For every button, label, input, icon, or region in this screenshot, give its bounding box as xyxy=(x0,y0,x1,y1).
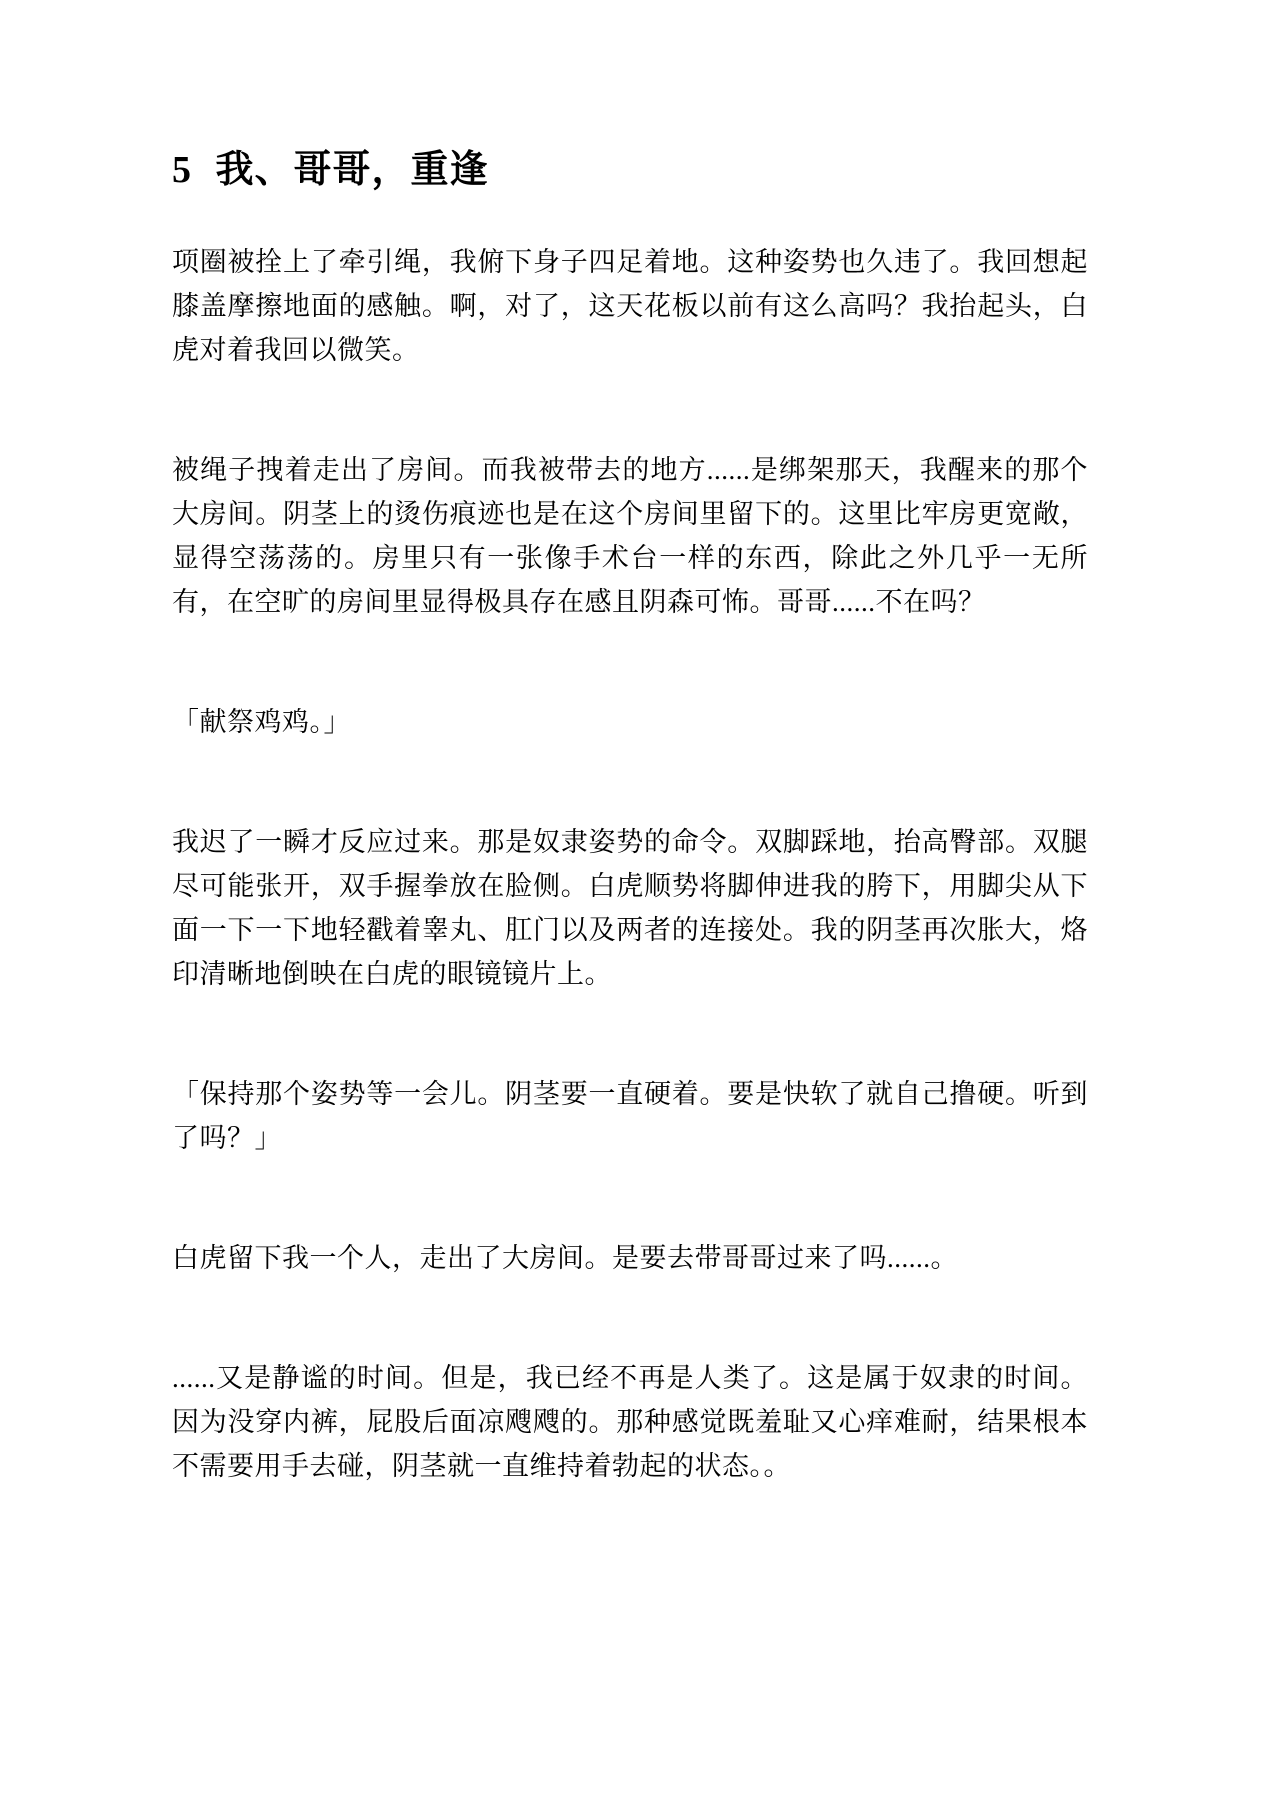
paragraph-3-dialogue: 「献祭鸡鸡。」 xyxy=(172,707,351,737)
paragraph-4: 我迟了一瞬才反应过来。那是奴隶姿势的命令。双脚踩地，抬高臀部。双腿尽可能张开，双手握拳放在脸侧。白虎顺势将脚伸进我的胯下，用脚尖从下面一下一下地轻戳着睾丸、肛门以及两者的连接处。我的阴茎再次胀大，烙印清晰地倒映在白虎的眼镜镜片上。 xyxy=(172,827,1088,989)
paragraph-5-dialogue: 「保持那个姿势等一会儿。阴茎要一直硬着。要是快软了就自己撸硬。听到了吗？」 xyxy=(172,1079,1088,1153)
chapter-heading xyxy=(172,146,1088,194)
paragraph-2: 被绳子拽着走出了房间。而我被带去的地方......是绑架那天，我醒来的那个大房间。阴茎上的烫伤痕迹也是在这个房间里留下的。这里比牢房更宽敞，显得空荡荡的。房里只有一张像手术台一样的东西，除此之外几乎一无所有，在空旷的房间里显得极具存在感且阴森可怖。哥哥......不在吗？ xyxy=(172,455,1088,617)
chapter-title: 我、哥哥，重逢 xyxy=(215,149,489,191)
chapter-body xyxy=(172,240,1088,1488)
paragraph-6: 白虎留下我一个人，走出了大房间。是要去带哥哥过来了吗......。 xyxy=(172,1243,958,1273)
chapter-number: 5 xyxy=(172,149,192,191)
paragraph-1: 项圈被拴上了牵引绳，我俯下身子四足着地。这种姿势也久违了。我回想起膝盖摩擦地面的感触。啊，对了，这天花板以前有这么高吗？我抬起头，白虎对着我回以微笑。 xyxy=(172,247,1088,365)
paragraph-7: ......又是静谧的时间。但是，我已经不再是人类了。这是属于奴隶的时间。因为没穿内裤，屁股后面凉飕飕的。那种感觉既羞耻又心痒难耐，结果根本不需要用手去碰，阴茎就一直维持着勃起的状态。。 xyxy=(172,1363,1088,1481)
document-page xyxy=(172,146,1088,1488)
